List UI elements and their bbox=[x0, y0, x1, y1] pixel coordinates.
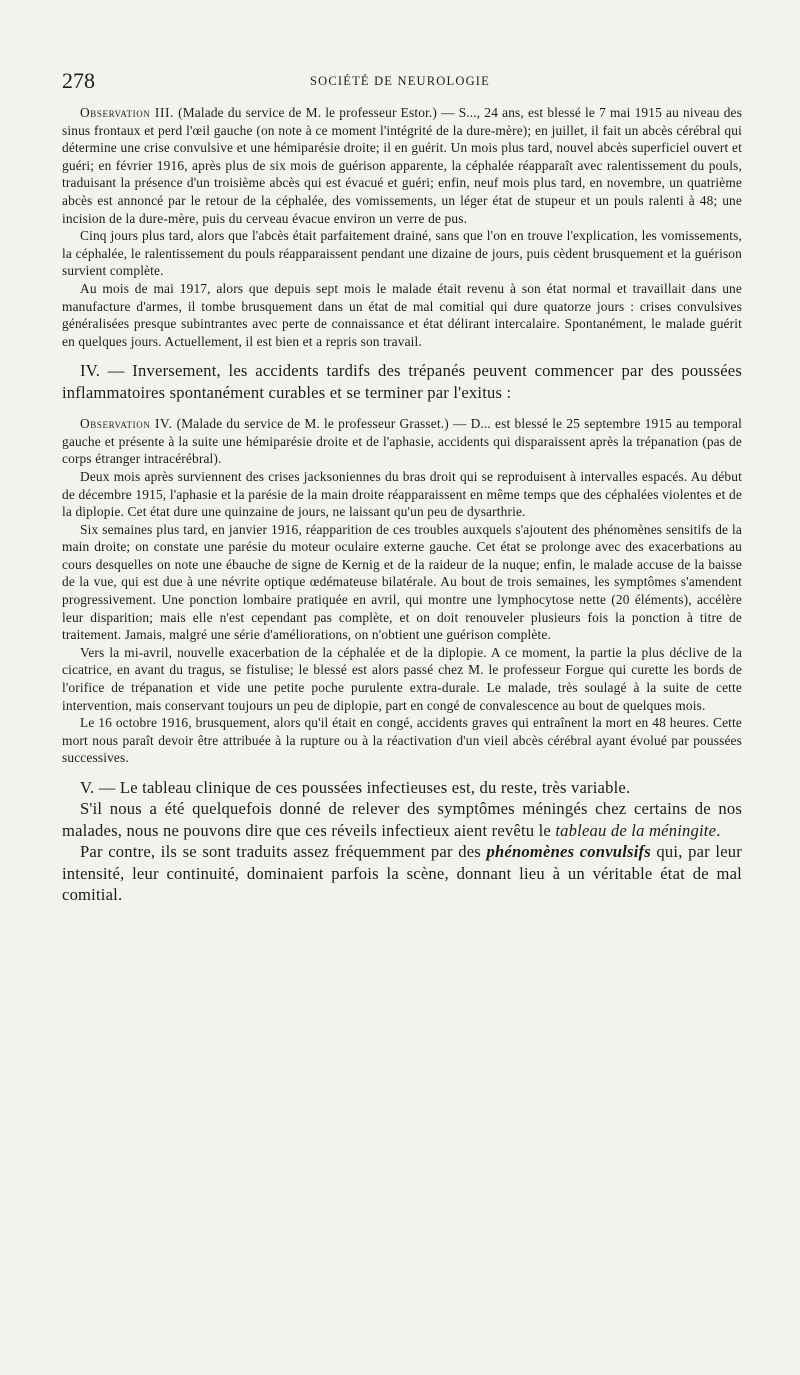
body-text bbox=[62, 104, 742, 905]
section-5-text-3b: qui, par leur intensité, leur continuité, dominaient parfois la scène, donnant lieu à un véritable état de mal comitial. bbox=[62, 842, 743, 905]
section-5-emphasis-convulsifs: phénomènes convulsifs bbox=[486, 842, 651, 862]
observation-3-text-1: (Malade du service de M. le professeur Estor.) — S..., 24 ans, est blessé le 7 mai 1915 au niveau des sinus frontaux et perd l'œil gauche (on note à ce moment l'intégrité de la dure-mère); en juillet, il fait un abcès cérébral qui détermine une crise convulsive et une hémiparésie droite; il en guérit. Un mois plus tard, nouvel abcès superficiel ouvert et guéri; en février 1916, après plus de six mois de guérison apparente, la céphalée réapparaît avec ralentissement du pouls, traduisant la présence d'un troisième abcès qui est évacué et guéri; enfin, neuf mois plus tard, en novembre, un quatrième abcès est annoncé par le retour de la céphalée, des vomissements, un léger état de stupeur et un pouls ralenti à 48; une incision de la dure-mère, puis du cerveau évacue environ un verre de pus. bbox=[62, 105, 743, 226]
section-5-text-2b: . bbox=[716, 820, 721, 840]
observation-4-paragraph-1 bbox=[62, 415, 742, 468]
section-4-heading: IV. — Inversement, les accidents tardifs des trépanés peuvent commencer par des poussées inflammatoires spontanément curables et se terminer par l'exitus : bbox=[62, 361, 742, 402]
section-5-paragraph-3 bbox=[62, 841, 742, 905]
section-5-paragraph-2 bbox=[62, 798, 742, 841]
page-number: 278 bbox=[62, 68, 95, 93]
section-5-paragraph-1: V. — Le tableau clinique de ces poussées infectieuses est, du reste, très variable. bbox=[80, 778, 631, 797]
observation-4-paragraph-4: Vers la mi-avril, nouvelle exacerbation de la céphalée et de la diplopie. A ce moment, la partie la plus déclive de la cicatrice, en avant du tragus, se fistulise; le blessé est alors passé chez M. le professeur Forgue qui curette les bords de l'orifice de trépanation et vide une petite poche purulente extra-durale. Le malade, très soulagé à la suite de cette intervention, mais conservant toujours un peu de diplopie, part en congé de convalescence au bout de quelques mois. bbox=[62, 644, 742, 713]
page-header bbox=[62, 68, 738, 94]
observation-3-paragraph-3: Au mois de mai 1917, alors que depuis sept mois le malade était revenu à son état normal et travaillait dans une manufacture d'armes, il tombe brusquement dans un état de mal comitial qui dure quatorze jours : crises convulsives généralisées presque subintrantes avec perte de connaissance et état délirant intercalaire. Spontanément, le malade guérit en quelques jours. Actuellement, il est bien et a repris son travail. bbox=[62, 280, 742, 349]
observation-4-paragraph-5: Le 16 octobre 1916, brusquement, alors qu'il était en congé, accidents graves qui entraînent la mort en 48 heures. Cette mort nous paraît devoir être attribuée à la rupture ou à la réactivation d'un vieil abcès cérébral ayant évolué par poussées successives. bbox=[62, 715, 742, 766]
observation-4-text-1: (Malade du service de M. le professeur Grasset.) — D... est blessé le 25 septembre 1915 au temporal gauche et présente à la suite une hémiparésie droite et de l'aphasie, accidents qui disparaissent après la trépanation (pas de corps étranger intracérébral). bbox=[62, 416, 742, 467]
observation-3-paragraph-2: Cinq jours plus tard, alors que l'abcès était parfaitement drainé, sans que l'on en trouve l'explication, les vomissements, la céphalée, le ralentissement du pouls réapparaissent pendant une dizaine de jours, puis cèdent brusquement et la guérison survient complète. bbox=[62, 228, 742, 279]
section-5-text-3a: Par contre, ils se sont traduits assez fréquemment par des bbox=[80, 842, 487, 862]
observation-4-paragraph-2: Deux mois après surviennent des crises jacksoniennes du bras droit qui se reproduisent à intervalles espacés. Au début de décembre 1915, l'aphasie et la parésie de la main droite réapparaissent en même temps que des céphalées violentes et de la diplopie. Cet état dure une quinzaine de jours, ne laissant qu'un peu de dysarthrie. bbox=[62, 468, 742, 520]
observation-4-paragraph-3: Six semaines plus tard, en janvier 1916, réapparition de ces troubles auxquels s'ajoutent des phénomènes sensitifs de la main droite; on constate une parésie du moteur oculaire externe gauche. Cet état se prolonge avec des exacerbations au cours desquelles on note une ébauche de signe de Kernig et de la raideur de la nuque; enfin, le malade accuse de la baisse de la vue, qui est due à une névrite optique œdémateuse bilatérale. Au bout de trois semaines, les symptômes s'amendent progressivement. Une ponction lombaire pratiquée en avril, qui montre une lymphocytose nette (20 éléments), accélère leur disparition; mais elle n'est cependant pas complète, et on doit renouveler plusieurs fois la ponction à titre de traitement. Jamais, malgré une série d'améliorations, on n'obtient une guérison complète. bbox=[62, 521, 742, 643]
section-5-text-2a: S'il nous a été quelquefois donné de relever des symptômes méningés chez certains de nos malades, nous ne pouvons dire que ces réveils infectieux aient revêtu le bbox=[62, 799, 742, 840]
running-title: SOCIÉTÉ DE NEUROLOGIE bbox=[309, 74, 491, 88]
section-5-emphasis-meningite: tableau de la méningite bbox=[555, 820, 717, 840]
observation-4-label: Observation IV. bbox=[80, 416, 173, 432]
observation-3-label: Observation III. bbox=[80, 105, 175, 120]
observation-3-paragraph-1 bbox=[62, 104, 742, 227]
